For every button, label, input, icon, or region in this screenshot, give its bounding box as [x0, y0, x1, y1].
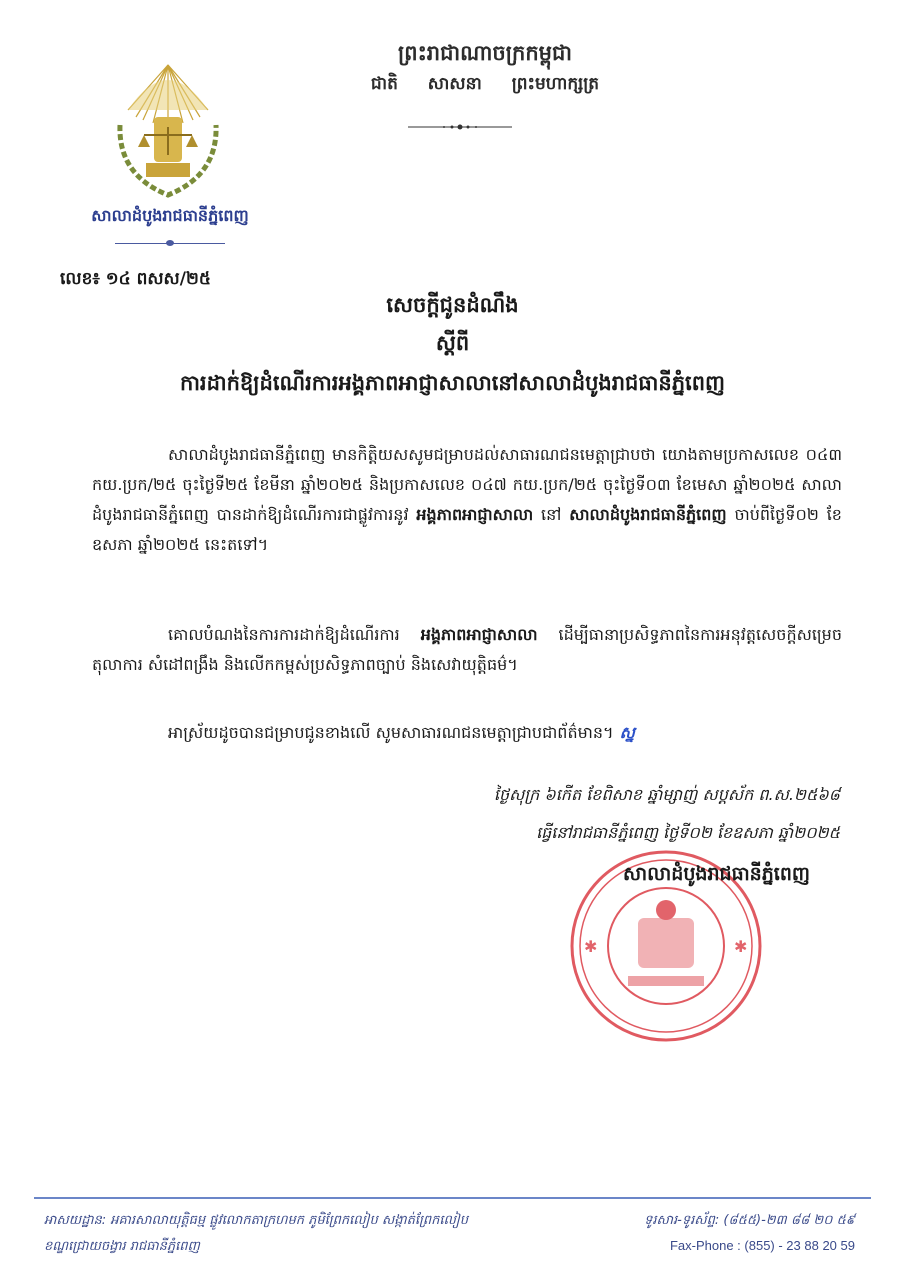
motto-king: ព្រះមហាក្សត្រ	[511, 74, 600, 94]
signatory-org: សាលាដំបូងរាជធានីភ្នំពេញ	[623, 863, 810, 885]
motto-nation: ជាតិ	[370, 74, 398, 94]
doc-subject: ការដាក់ឱ្យដំណើរការអង្គភាពអាជ្ញាសាលានៅសាលាដំបូងរាជធានីភ្នំពេញ	[179, 371, 726, 395]
handwritten-initial: ស្ន	[619, 723, 635, 742]
p1-text: សាលាដំបូងរាជធានីភ្នំពេញ មានកិត្តិយសសូមជម្រាបដល់សាធារណជនមេត្តាជ្រាបថា យោងតាមប្រកាសលេខ ០៤៣ កយ.ប្រក/២៥ ចុះថ្ងៃទី២៥ ខែមីនា ឆ្នាំ២០២៥ និងប្រកាសលេខ ០៤៧ កយ.ប្រក/២៥ ចុះថ្ងៃទី០៣ ខែមេសា ឆ្នាំ២០២៥ សាលាដំបូងរាជធានីភ្នំពេញ បានដាក់ឱ្យដំណើរការជាផ្លូវការនូវ	[92, 445, 842, 524]
doc-title: សេចក្តីជូនដំណឹង	[386, 293, 519, 317]
footer-phone-khmer: ទូរសារ-ទូរស័ព្ទ: (៨៥៥)-២៣ ៨៨ ២០ ៥៩	[644, 1213, 855, 1228]
svg-text:✱: ✱	[734, 937, 748, 956]
kingdom-heading: ព្រះរាជាណាចក្រកម្ពុជា	[397, 41, 572, 65]
footer-address-line-2: ខណ្ឌជ្រោយចង្វារ រាជធានីភ្នំពេញ	[44, 1239, 200, 1254]
national-motto	[320, 73, 650, 98]
court-emblem-icon	[108, 55, 228, 205]
ornament-divider-icon	[408, 124, 512, 130]
motto-religion: សាសនា	[427, 74, 482, 94]
body-paragraph-1	[92, 440, 842, 560]
p1-court-name: សាលាដំបូងរាជធានីភ្នំពេញ	[569, 505, 727, 524]
body-paragraph-3	[92, 718, 842, 748]
court-name: សាលាដំបូងរាជធានីភ្នំពេញ	[91, 206, 249, 225]
p1-effective-date: ចាប់ពីថ្ងៃទី០២ ខែឧសភា ឆ្នាំ២០២៥ នេះតទៅ។	[92, 505, 842, 554]
reference-number: លេខ៖ ១៤ ពសស/២៥	[60, 269, 211, 289]
footer-address-line-1: អាសយដ្ឋាន: អគារសាលាយុត្តិធម្ម ផ្លូវលោកតាក្រហមក ភូមិព្រែកលៀប សង្កាត់ព្រែកលៀប	[44, 1213, 468, 1228]
doc-subtitle: ស្តីពី	[435, 331, 470, 355]
p2-text: គោលបំណងនៃការការដាក់ឱ្យដំណើរការ	[168, 625, 400, 644]
svg-text:✱: ✱	[584, 937, 598, 956]
lunar-date: ថ្ងៃសុក្រ ៦កើត ខែពិសាខ ឆ្នាំម្សាញ់ សប្តស័ក ព.ស.២៥៦៨	[493, 785, 840, 804]
p2-purpose: ដើម្បីធានាប្រសិទ្ធភាពនៃការអនុវត្តសេចក្តីសម្រេចតុលាការ សំដៅពង្រឹង និងលើកកម្ពស់ប្រសិទ្ធភាពច្បាប់ និងសេវាយុត្តិធម៌។	[92, 625, 842, 674]
p1-at: នៅ	[541, 505, 562, 524]
footer-divider	[34, 1197, 871, 1199]
p3-text: អាស្រ័យដូចបានជម្រាបជូនខាងលើ សូមសាធារណជនមេត្តាជ្រាបជាព័ត៌មាន។	[168, 723, 614, 742]
body-paragraph-2	[92, 620, 842, 680]
divider-ornament	[166, 240, 174, 246]
footer-phone: Fax-Phone : (855) - 23 88 20 59	[669, 1238, 855, 1253]
p2-unit-name: អង្គភាពអាជ្ញាសាលា	[420, 625, 538, 644]
place-and-date: ធ្វើនៅរាជធានីភ្នំពេញ ថ្ងៃទី០២ ខែឧសភា ឆ្នាំ២០២៥	[536, 823, 840, 842]
p1-unit-name: អង្គភាពអាជ្ញាសាលា	[416, 505, 534, 524]
